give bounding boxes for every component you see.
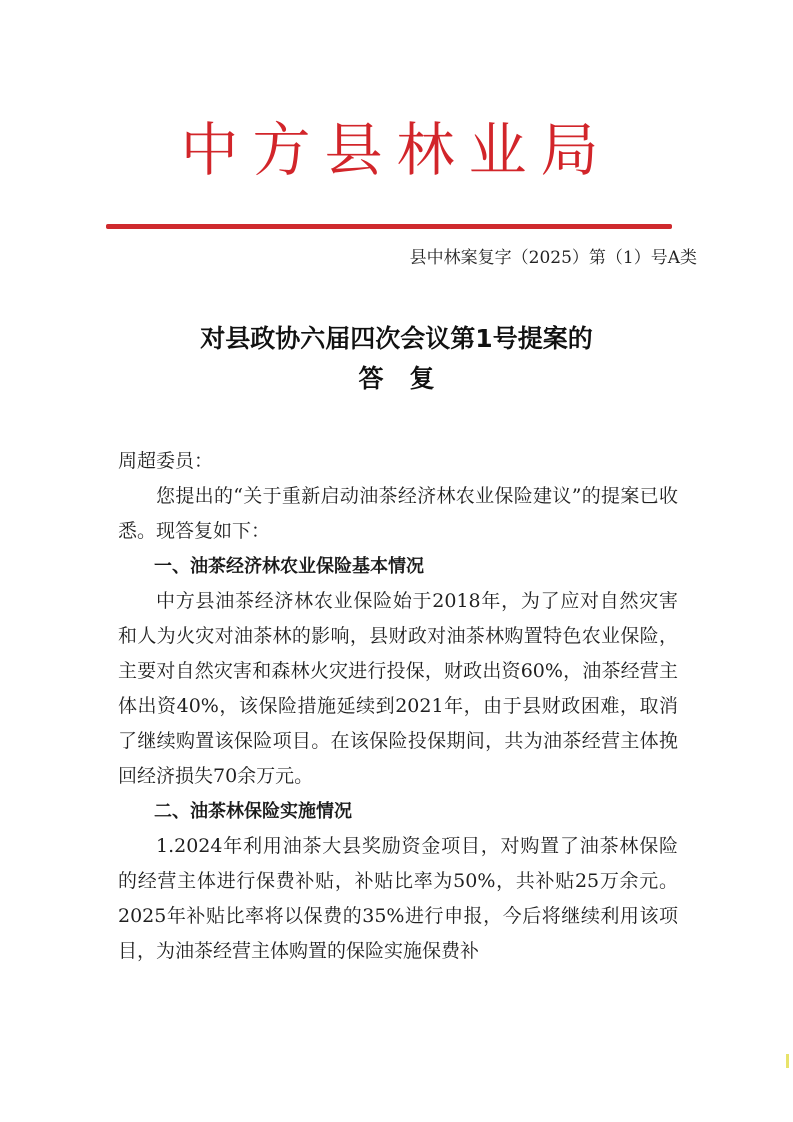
salutation: 周超委员： <box>118 450 214 472</box>
section-1-heading: 一、油茶经济林农业保险基本情况 <box>154 556 424 577</box>
document-title-line1: 对县政协六届四次会议第1号提案的 <box>200 324 593 353</box>
scan-edge-mark <box>786 1054 789 1068</box>
document-title-line2: 答复 <box>358 364 461 393</box>
red-header-divider <box>106 224 672 229</box>
intro-paragraph: 您提出的“关于重新启动油茶经济林农业保险建议”的提案已收悉。现答复如下： <box>118 485 678 542</box>
document-number: 县中林案复字（2025）第（1）号A类 <box>409 248 697 268</box>
issuing-authority-title: 中方县林业局 <box>180 116 613 184</box>
section-1-paragraph: 中方县油茶经济林农业保险始于2018年，为了应对自然灾害和人为火灾对油茶林的影响，县财政对油茶林购置特色农业保险，主要对自然灾害和森林火灾进行投保，财政出资60%，油茶经营主体出资40%，该保险措施延续到2021年，由于县财政困难，取消了继续购置该保险项目。在该保险投保期间，共为油茶经营主体挽回经济损失70余万元。 <box>118 590 678 787</box>
document-body <box>118 444 678 969</box>
section-2-paragraph: 1.2024年利用油茶大县奖励资金项目，对购置了油茶林保险的经营主体进行保费补贴，补贴比率为50%，共补贴25万余元。2025年补贴比率将以保费的35%进行申报，今后将继续利用该项目，为油茶经营主体购置的保险实施保费补 <box>118 835 678 962</box>
section-2-heading: 二、油茶林保险实施情况 <box>154 801 352 822</box>
